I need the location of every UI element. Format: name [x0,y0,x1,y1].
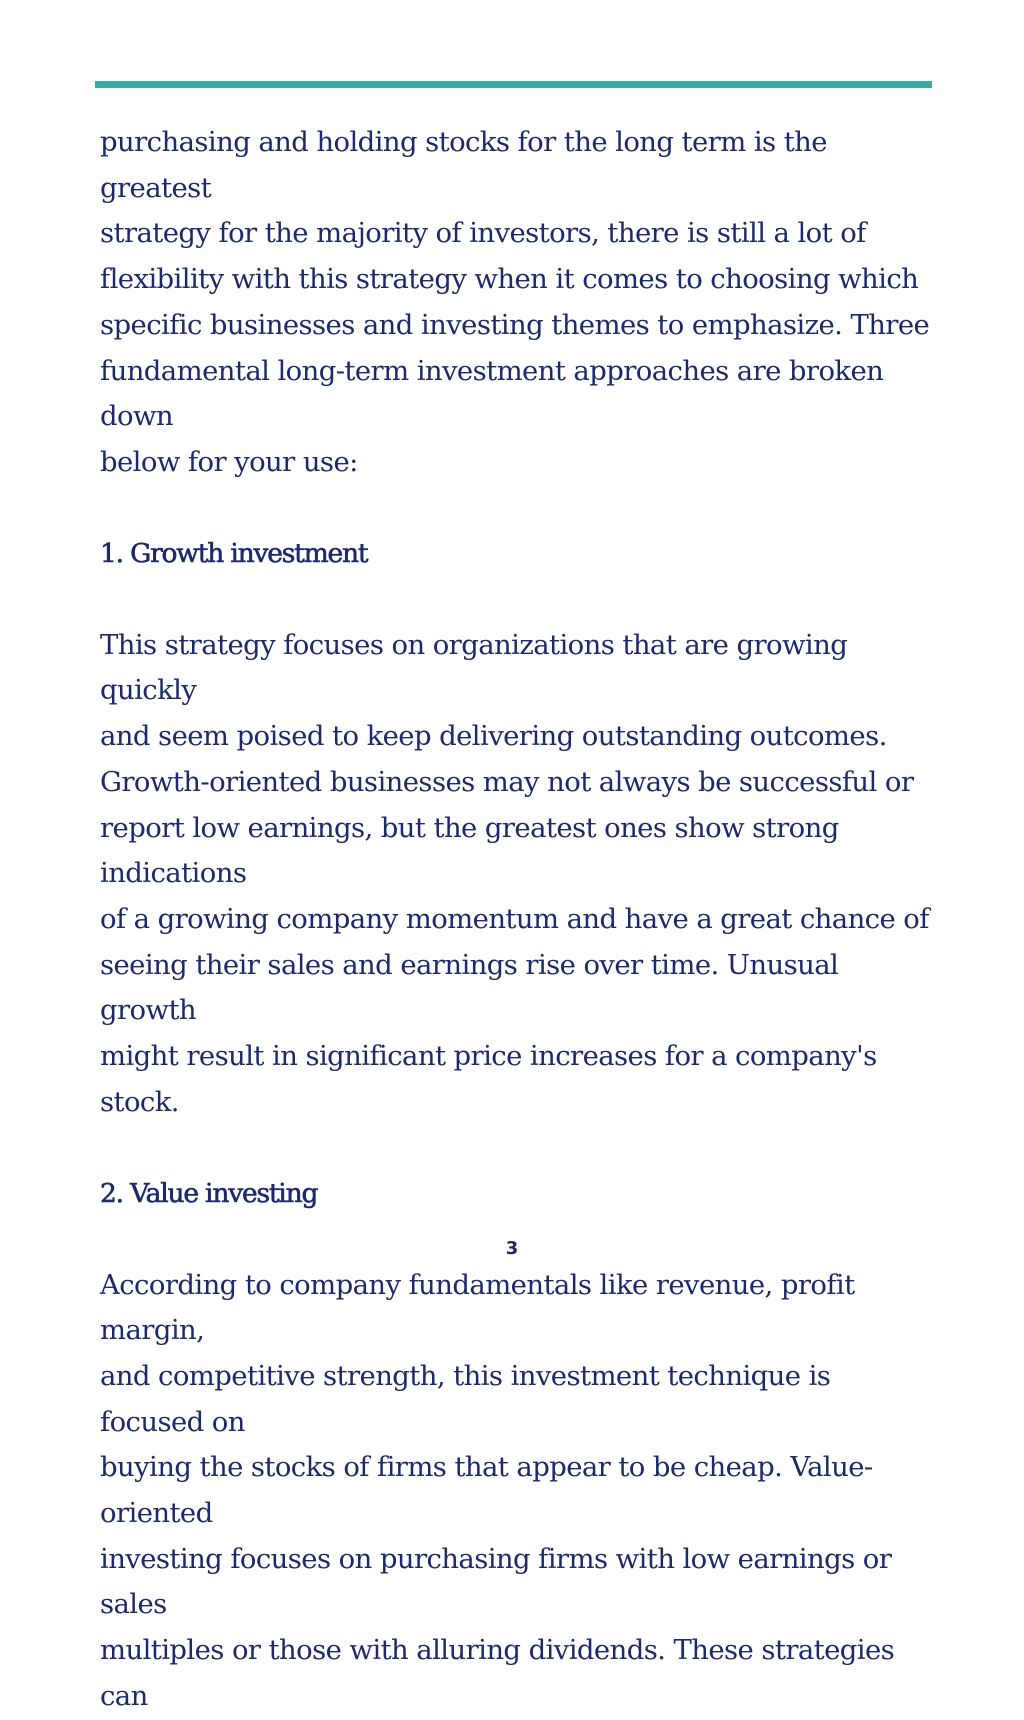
section-heading-value: 2. Value investing [100,1178,318,1210]
text-line: of a growing company momentum and have a great chance of [100,902,929,935]
text-line: specific businesses and investing themes to emphasize. Three [100,308,930,341]
text-line: multiples or those with alluring dividends. These strategies can [100,1634,895,1712]
text-line: report low earnings, but the greatest ones show strong indications [100,811,839,890]
text-line: According to company fundamentals like revenue, profit margin, [100,1268,855,1347]
section-heading-growth: 1. Growth investment [100,538,368,570]
text-line: This strategy focuses on organizations that are growing quickly [100,628,848,707]
text-line: fundamental long-term investment approaches are broken down [100,354,884,433]
text-line: purchasing and holding stocks for the long term is the greatest [100,126,827,204]
text-line: and competitive strength, this investment technique is focused on [100,1359,831,1438]
page-number: 3 [505,1238,519,1259]
text-line: and seem poised to keep delivering outstanding outcomes. [100,720,887,753]
text-line: flexibility with this strategy when it comes to choosing which [100,263,919,296]
value-paragraph [100,1263,940,1720]
text-line: seeing their sales and earnings rise over time. Unusual growth [100,948,839,1027]
text-line: Growth-oriented businesses may not always be successful or [100,765,914,798]
text-line: buying the stocks of firms that appear to be cheap. Value-oriented [100,1451,873,1530]
page-body [100,120,940,1720]
intro-paragraph [100,120,940,486]
header-rule [95,81,932,88]
text-line: might result in significant price increases for a company's stock. [100,1040,877,1118]
growth-paragraph [100,623,940,1126]
text-line: strategy for the majority of investors, there is still a lot of [100,217,866,250]
text-line: below for your use: [100,445,358,478]
text-line: investing focuses on purchasing firms with low earnings or sales [100,1542,892,1621]
